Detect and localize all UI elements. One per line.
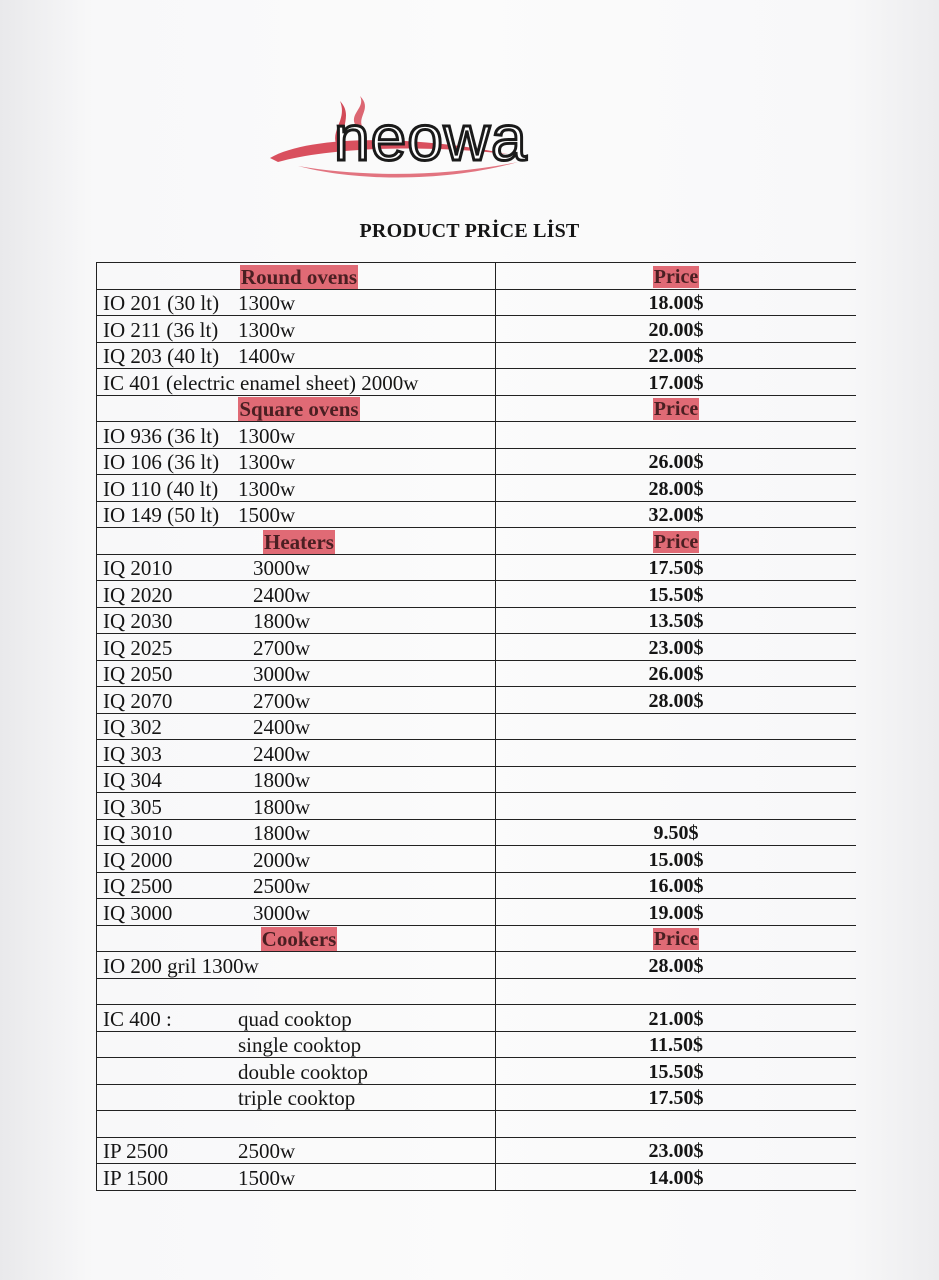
table-row	[97, 369, 857, 396]
category-label: Cookers	[261, 927, 337, 951]
table-row	[97, 607, 857, 634]
model-spec: 1800w	[253, 768, 311, 792]
price-cell: 18.00$	[496, 289, 857, 316]
model-spec: 1300w	[238, 291, 296, 315]
model-name: IQ 2070	[103, 688, 173, 713]
price-cell: 28.00$	[496, 475, 857, 502]
product-cell	[97, 1164, 496, 1191]
price-cell: 17.00$	[496, 369, 857, 396]
model-name: IO 110 (40 lt)	[103, 476, 219, 501]
product-cell	[97, 978, 496, 1005]
model-spec: 3000w	[253, 662, 311, 686]
price-cell	[496, 793, 857, 820]
product-cell	[97, 422, 496, 449]
product-cell	[97, 1031, 496, 1058]
model-name: IC 401 (electric enamel sheet) 2000w	[103, 370, 419, 395]
price-header-label: Price	[653, 398, 699, 420]
category-header-row	[97, 925, 857, 952]
model-name: IQ 3010	[103, 821, 173, 845]
model-spec: single cooktop	[238, 1033, 362, 1057]
table-row	[97, 316, 857, 343]
table-row	[97, 554, 857, 581]
table-row	[97, 1111, 857, 1138]
price-cell	[496, 766, 857, 793]
price-header-cell	[496, 925, 857, 952]
price-cell: 13.50$	[496, 607, 857, 634]
product-cell	[97, 1058, 496, 1085]
table-row	[97, 660, 857, 687]
model-spec: 3000w	[253, 900, 311, 925]
table-row	[97, 581, 857, 608]
table-row	[97, 342, 857, 369]
model-spec: 1800w	[253, 821, 311, 845]
price-cell: 21.00$	[496, 1005, 857, 1032]
product-cell	[97, 899, 496, 926]
category-cell	[97, 528, 496, 555]
model-name: IQ 303	[103, 741, 162, 766]
price-cell: 26.00$	[496, 660, 857, 687]
model-name: IQ 302	[103, 715, 162, 739]
product-cell	[97, 554, 496, 581]
product-cell	[97, 766, 496, 793]
category-header-row	[97, 263, 857, 290]
model-spec: 2500w	[238, 1139, 296, 1163]
product-cell	[97, 369, 496, 396]
model-spec: 1300w	[238, 423, 296, 448]
model-name: IQ 203 (40 lt)	[103, 344, 220, 368]
price-cell: 23.00$	[496, 634, 857, 661]
price-table	[96, 262, 856, 1191]
table-row	[97, 634, 857, 661]
category-label: Round ovens	[240, 264, 358, 289]
model-name: IC 400 :	[103, 1006, 172, 1031]
table-row	[97, 501, 857, 528]
model-spec: 2400w	[253, 741, 311, 766]
product-cell	[97, 289, 496, 316]
model-spec: 1300w	[238, 476, 296, 501]
model-name: IQ 2000	[103, 847, 173, 872]
category-cell	[97, 925, 496, 952]
table-row	[97, 952, 857, 979]
model-name: IQ 2050	[103, 662, 173, 686]
table-row	[97, 978, 857, 1005]
table-row	[97, 1058, 857, 1085]
price-cell: 15.00$	[496, 846, 857, 873]
product-cell	[97, 1137, 496, 1164]
product-cell	[97, 872, 496, 899]
product-cell	[97, 793, 496, 820]
model-name: IQ 2500	[103, 874, 173, 898]
table-row	[97, 766, 857, 793]
product-cell	[97, 952, 496, 979]
price-cell: 19.00$	[496, 899, 857, 926]
price-header-cell	[496, 395, 857, 422]
category-label: Heaters	[264, 529, 334, 554]
table-row	[97, 899, 857, 926]
table-row	[97, 448, 857, 475]
model-name: IP 1500	[103, 1165, 169, 1190]
price-cell: 23.00$	[496, 1137, 857, 1164]
page-title: PRODUCT PRİCE LİST	[359, 220, 580, 242]
model-name: IQ 2025	[103, 635, 173, 660]
model-spec: 2500w	[253, 874, 311, 898]
price-cell: 28.00$	[496, 687, 857, 714]
table-row	[97, 687, 857, 714]
price-cell	[496, 978, 857, 1005]
price-cell	[496, 713, 857, 740]
table-row	[97, 1137, 857, 1164]
model-spec: 1500w	[238, 1165, 296, 1190]
price-cell: 11.50$	[496, 1031, 857, 1058]
product-cell	[97, 1084, 496, 1111]
product-cell	[97, 660, 496, 687]
model-spec: 1300w	[238, 450, 296, 474]
model-spec: 1500w	[238, 503, 296, 527]
model-name: IQ 2030	[103, 609, 173, 633]
table-row	[97, 1164, 857, 1191]
price-cell: 15.50$	[496, 1058, 857, 1085]
product-cell	[97, 316, 496, 343]
model-spec: quad cooktop	[238, 1006, 352, 1031]
table-row	[97, 422, 857, 449]
model-name: IO 106 (36 lt)	[103, 450, 220, 474]
model-spec: 3000w	[253, 556, 311, 580]
model-spec: 1800w	[253, 609, 311, 633]
table-row	[97, 1084, 857, 1111]
table-row	[97, 475, 857, 502]
price-cell: 32.00$	[496, 501, 857, 528]
model-spec: triple cooktop	[238, 1086, 356, 1110]
product-cell	[97, 713, 496, 740]
category-cell	[97, 395, 496, 422]
model-spec: 2400w	[253, 715, 311, 739]
table-row	[97, 1005, 857, 1032]
product-cell	[97, 819, 496, 846]
price-cell: 28.00$	[496, 952, 857, 979]
product-cell	[97, 1005, 496, 1032]
table-row	[97, 713, 857, 740]
price-header-label: Price	[653, 928, 699, 950]
price-cell: 15.50$	[496, 581, 857, 608]
model-name: IQ 2020	[103, 582, 173, 607]
price-header-label: Price	[653, 265, 699, 288]
price-cell: 9.50$	[496, 819, 857, 846]
price-cell: 16.00$	[496, 872, 857, 899]
model-name: IQ 304	[103, 768, 162, 792]
table-row	[97, 793, 857, 820]
product-cell	[97, 607, 496, 634]
product-cell	[97, 1111, 496, 1138]
table-row	[97, 819, 857, 846]
category-header-row	[97, 395, 857, 422]
model-spec: 1300w	[238, 317, 296, 342]
model-name: IO 149 (50 lt)	[103, 503, 220, 527]
product-cell	[97, 448, 496, 475]
product-cell	[97, 475, 496, 502]
category-header-row	[97, 528, 857, 555]
price-cell	[496, 740, 857, 767]
model-name: IO 201 (30 lt)	[103, 291, 220, 315]
table-row	[97, 872, 857, 899]
price-cell: 22.00$	[496, 342, 857, 369]
neowa-logo	[268, 96, 658, 186]
category-cell	[97, 263, 496, 290]
price-header-cell	[496, 528, 857, 555]
price-header-label: Price	[653, 530, 699, 553]
product-cell	[97, 342, 496, 369]
price-cell	[496, 422, 857, 449]
price-cell: 17.50$	[496, 554, 857, 581]
price-cell: 14.00$	[496, 1164, 857, 1191]
model-spec: 2000w	[253, 847, 311, 872]
model-name: IO 200 gril 1300w	[103, 953, 259, 978]
model-spec: 2700w	[253, 688, 311, 713]
table-row	[97, 289, 857, 316]
model-spec: 1400w	[238, 344, 296, 368]
model-name: IP 2500	[103, 1139, 169, 1163]
model-name: IQ 2010	[103, 556, 173, 580]
price-header-cell	[496, 263, 857, 290]
product-cell	[97, 581, 496, 608]
model-name: IQ 305	[103, 794, 162, 819]
price-cell: 20.00$	[496, 316, 857, 343]
model-name: IO 936 (36 lt)	[103, 423, 220, 448]
model-spec: 1800w	[253, 794, 311, 819]
product-cell	[97, 634, 496, 661]
table-row	[97, 1031, 857, 1058]
model-spec: 2700w	[253, 635, 311, 660]
product-cell	[97, 846, 496, 873]
price-cell	[496, 1111, 857, 1138]
product-cell	[97, 740, 496, 767]
product-cell	[97, 501, 496, 528]
model-name: IQ 3000	[103, 900, 173, 925]
model-spec: double cooktop	[238, 1059, 369, 1084]
price-cell: 17.50$	[496, 1084, 857, 1111]
table-row	[97, 846, 857, 873]
table-row	[97, 740, 857, 767]
category-label: Square ovens	[239, 397, 359, 421]
price-cell: 26.00$	[496, 448, 857, 475]
brand-name: neowa	[334, 102, 528, 174]
product-cell	[97, 687, 496, 714]
model-name: IO 211 (36 lt)	[103, 317, 219, 342]
model-spec: 2400w	[253, 582, 311, 607]
